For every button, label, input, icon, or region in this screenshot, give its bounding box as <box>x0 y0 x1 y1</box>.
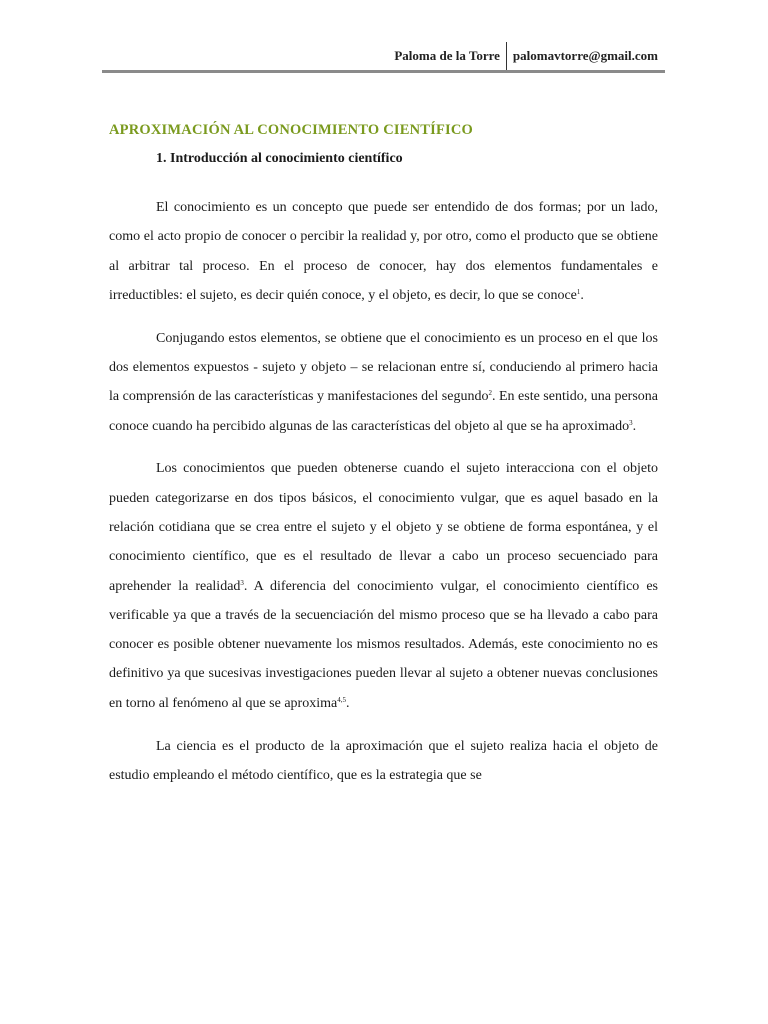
paragraph-text: . En este sentido, una persona conoce cuando ha percibido algunas de las características del objeto al que se ha aproximado <box>109 389 659 434</box>
paragraph-text: Los conocimientos que pueden obtenerse cuando el sujeto interacciona con el objeto pueden categorizarse en dos tipos básicos, el conocimiento vulgar, que es aquel basado en la relación cotidiana que se crea entre el sujeto y el objeto y se obtiene de forma espontánea, y el conocimiento científico, que es el resultado de llevar a cabo un proceso secuenciado para aprehender la realidad <box>109 461 658 594</box>
paragraph <box>109 732 658 791</box>
paragraph-text: La ciencia es el producto de la aproximación que el sujeto realiza hacia el objeto de estudio empleando el método científico, que es la estrategia que se <box>109 738 658 783</box>
footnote-ref: 3 <box>240 578 244 587</box>
header-info <box>394 42 658 70</box>
paragraph-text: . A diferencia del conocimiento vulgar, el conocimiento científico es verificable ya que a través de la secuenciación del mismo proceso que se ha llevado a cabo para conocer es posible obtener nuevamente los mismos resultados. Además, este conocimiento no es definitivo ya que sucesivas investigaciones pueden llevar al sujeto a obtener nuevas conclusiones en torno al fenómeno al que se aproxima <box>109 578 658 711</box>
footnote-ref: 1 <box>576 287 581 296</box>
section-heading: 1. Introducción al conocimiento científico <box>156 151 403 166</box>
header-rule <box>102 70 665 73</box>
paragraph <box>109 454 658 718</box>
footnote-ref: 3 <box>629 418 633 427</box>
author-name: Paloma de la Torre <box>394 48 500 63</box>
paragraph-end: . <box>632 418 637 434</box>
footnote-ref: 4,5 <box>337 695 346 704</box>
page-header <box>102 42 665 72</box>
paragraph-text: El conocimiento es un concepto que puede ser entendido de dos formas; por un lado, como el acto propio de conocer o percibir la realidad y, por otro, como el producto que se obtiene al arbitrar tal proceso. En el proceso de conocer, hay dos elementos fundamentales e irreductibles: el sujeto, es decir quién conoce, y el objeto, es decir, lo que se conoce <box>109 200 658 303</box>
author-email: palomavtorre@gmail.com <box>512 48 658 63</box>
paragraph-end: . <box>580 287 584 303</box>
paragraph <box>109 193 658 310</box>
header-separator <box>506 42 507 70</box>
document-body <box>109 193 658 804</box>
footnote-ref: 2 <box>488 389 492 398</box>
paragraph-text: Conjugando estos elementos, se obtiene que el conocimiento es un proceso en el que los dos elementos expuestos - sujeto y objeto – se relacionan entre sí, conduciendo al primero hacia la comprensión de las características y manifestaciones del segundo <box>109 330 658 405</box>
paragraph <box>109 324 658 441</box>
paragraph-end: . <box>345 695 350 711</box>
document-title: APROXIMACIÓN AL CONOCIMIENTO CIENTÍFICO <box>109 122 474 138</box>
